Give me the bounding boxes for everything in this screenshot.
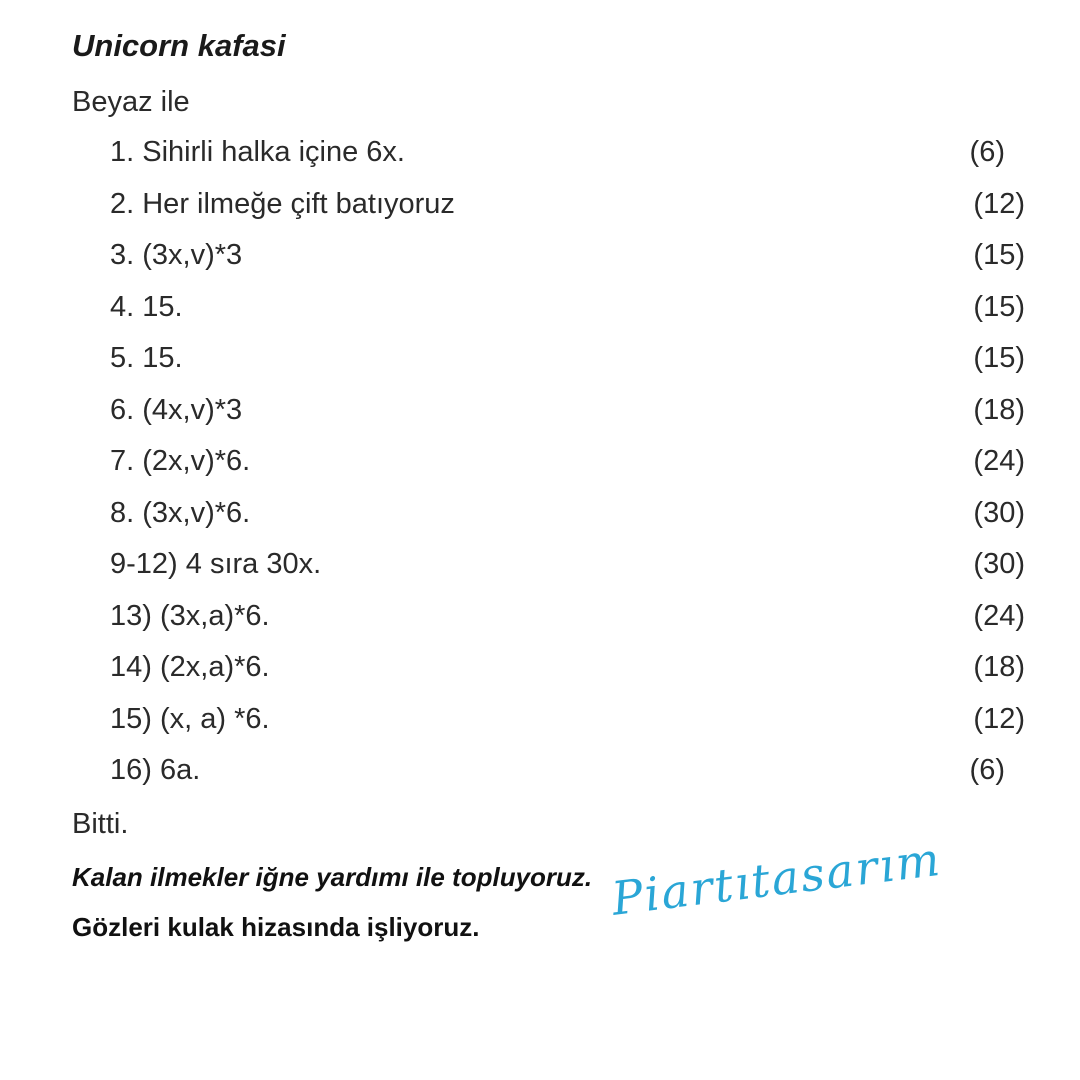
row-step: 7. (2x,v)*6. <box>110 445 251 477</box>
row-count: (15) <box>973 290 1025 323</box>
row-count: (24) <box>973 599 1025 632</box>
row-step: 15) (x, a) *6. <box>110 702 270 735</box>
pattern-title: Unicorn kafasi <box>72 28 286 63</box>
row-count: (18) <box>973 393 1025 426</box>
note-eyes: Gözleri kulak hizasında işliyoruz. <box>72 912 480 942</box>
note-finishing: Kalan ilmekler iğne yardımı ile topluyoruz. <box>72 862 593 892</box>
pattern-row <box>0 548 1080 600</box>
pattern-row <box>0 754 1080 806</box>
pattern-row <box>0 239 1080 291</box>
pattern-row <box>0 188 1080 240</box>
row-step: 6. (4x,v)*3 <box>110 393 243 426</box>
pattern-row <box>0 497 1080 549</box>
pattern-row <box>0 136 1080 188</box>
pattern-row <box>0 651 1080 703</box>
row-count: (24) <box>973 445 1025 477</box>
row-step: 2. Her ilmeğe çift batıyoruz <box>110 187 455 220</box>
row-step: 1. Sihirli halka içine 6x. <box>110 136 405 168</box>
row-step: 16) 6a. <box>110 754 201 786</box>
row-count: (6) <box>969 754 1005 786</box>
row-step: 4. 15. <box>110 290 183 323</box>
row-count: (15) <box>973 239 1025 271</box>
row-step: 13) (3x,a)*6. <box>110 599 270 632</box>
pattern-row <box>0 445 1080 497</box>
row-step: 9-12) 4 sıra 30x. <box>110 548 322 580</box>
row-step: 5. 15. <box>110 342 183 374</box>
watermark-signature: Piartıtasarım <box>608 831 945 926</box>
row-count: (30) <box>973 496 1025 529</box>
row-count: (18) <box>973 651 1025 683</box>
row-count: (15) <box>973 342 1025 374</box>
pattern-row <box>0 703 1080 755</box>
pattern-row <box>0 291 1080 343</box>
row-count: (12) <box>973 187 1025 220</box>
row-step: 8. (3x,v)*6. <box>110 496 251 529</box>
end-text: Bitti. <box>72 808 129 840</box>
pattern-row <box>0 342 1080 394</box>
pattern-rows <box>0 136 1080 806</box>
row-count: (12) <box>973 702 1025 735</box>
row-count: (30) <box>973 548 1025 580</box>
pattern-row <box>0 600 1080 652</box>
pattern-row <box>0 394 1080 446</box>
pattern-subtitle: Beyaz ile <box>72 86 190 118</box>
row-step: 14) (2x,a)*6. <box>110 651 270 683</box>
row-step: 3. (3x,v)*3 <box>110 239 243 271</box>
row-count: (6) <box>969 136 1005 168</box>
